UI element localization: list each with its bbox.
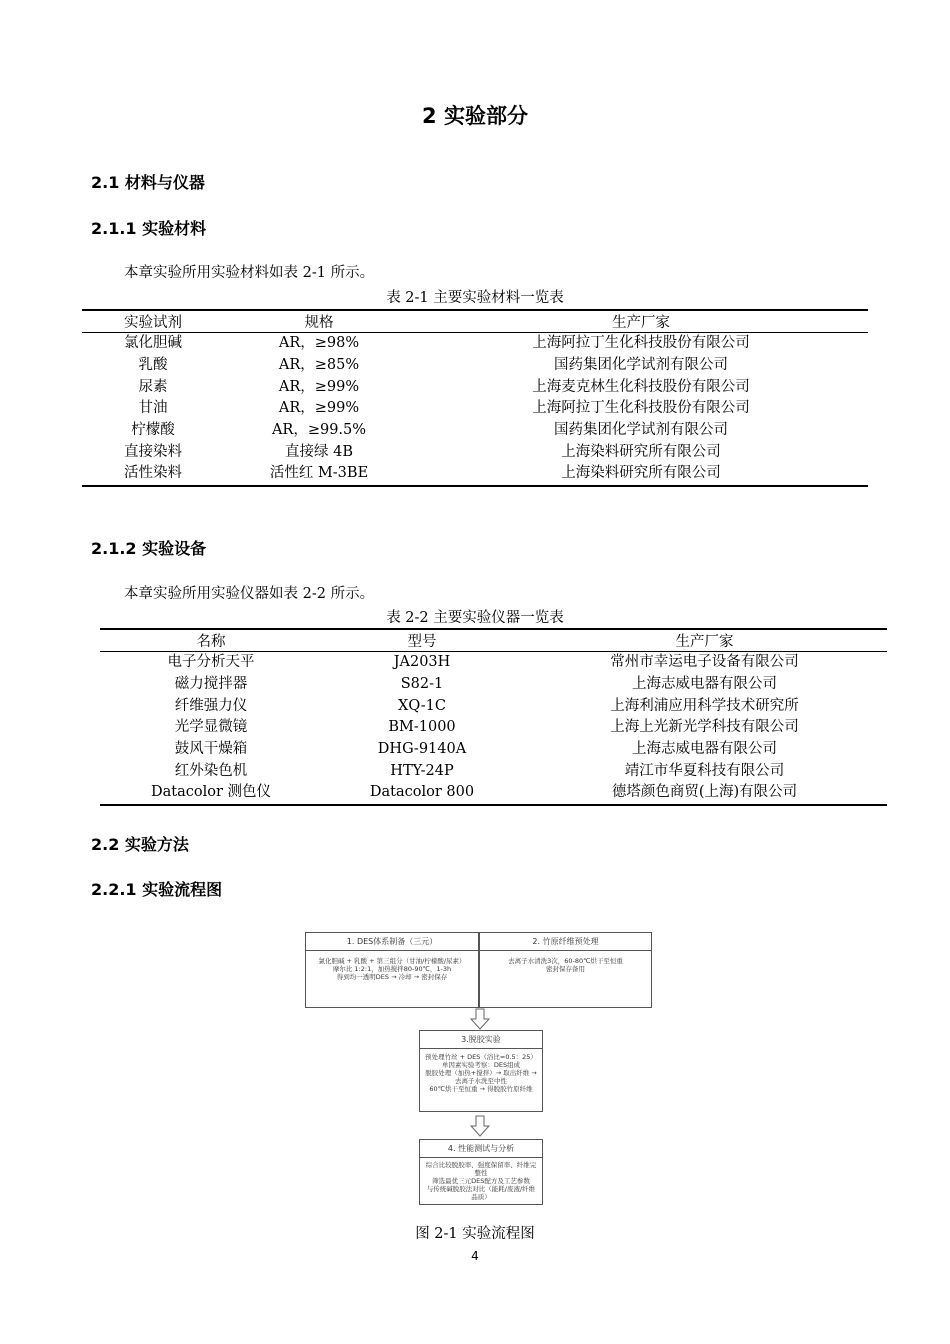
- table1-header-spec: 规格: [224, 310, 414, 333]
- table-cell: 电子分析天平: [167, 654, 255, 671]
- flow-box-degumming: [419, 1030, 543, 1112]
- flow-box-body: 综合比较脱胶率、强度保留率、纤维完整性 筛选最优三元DES配方及工艺参数 与传统碱脱胶法对比（能耗/废液/纤维品质）: [425, 1161, 537, 1201]
- table-cell: 国药集团化学试剂有限公司: [554, 422, 728, 439]
- figure-caption: 图 2-1 实验流程图: [415, 1226, 535, 1242]
- table-cell: 上海志威电器有限公司: [632, 741, 777, 758]
- table-cell: 鼓风干燥箱: [174, 741, 248, 758]
- table-cell: 活性红 M-3BE: [224, 463, 414, 486]
- table2-caption: 表 2-2 主要实验仪器一览表: [386, 610, 564, 626]
- table2-header-maker: 生产厂家: [522, 629, 887, 652]
- flow-box-title: 3.脱胶实验: [420, 1031, 542, 1049]
- equipment-intro-text: 本章实验所用实验仪器如表 2-2 所示。: [124, 586, 375, 602]
- table-cell: XQ-1C: [398, 697, 446, 714]
- flow-box-fiber-pretreat: [479, 932, 652, 1008]
- table-row: [82, 463, 868, 486]
- table-cell: 常州市幸运电子设备有限公司: [610, 654, 799, 671]
- table-cell: 纤维强力仪: [174, 697, 248, 714]
- section-heading-2-1-2: 2.1.2 实验设备: [91, 539, 207, 558]
- table-cell: BM-1000: [388, 719, 456, 736]
- table-row: [100, 674, 887, 696]
- table-cell: 氯化胆碱: [124, 335, 182, 352]
- table-row: [82, 333, 868, 355]
- table-cell: 尿素: [138, 378, 168, 395]
- table-cell: 上海麦克林生化科技股份有限公司: [532, 378, 750, 395]
- table-cell: 甘油: [138, 400, 168, 417]
- table-cell: AR，≥99%: [278, 400, 360, 417]
- flow-box-title: 4. 性能测试与分析: [420, 1140, 542, 1158]
- table-cell: 上海阿拉丁生化科技股份有限公司: [532, 400, 750, 417]
- flow-box-body: 氯化胆碱 + 乳酸 + 第三组分（甘油/柠檬酸/尿素） 摩尔比 1:2:1，加热搅拌80-90℃，1-3h 得到均一透明DES → 冷却 → 密封保存: [318, 957, 466, 981]
- table-cell: JA203H: [393, 654, 451, 671]
- table-cell: 活性染料: [82, 463, 224, 486]
- table-cell: 德塔颜色商贸(上海)有限公司: [522, 782, 887, 805]
- table-row: [100, 695, 887, 717]
- table-cell: 光学显微镜: [174, 719, 248, 736]
- table-cell: 上海染料研究所有限公司: [561, 443, 721, 460]
- down-arrow-icon: [470, 1008, 490, 1030]
- equipment-table: [100, 628, 887, 806]
- down-arrow-icon: [470, 1115, 490, 1137]
- table-cell: AR，≥99%: [278, 378, 360, 395]
- table-cell: Datacolor 测色仪: [100, 782, 322, 805]
- table2-header-name: 名称: [100, 629, 322, 652]
- table-row: [82, 355, 868, 377]
- table-cell: 上海利浦应用科学技术研究所: [610, 697, 799, 714]
- table-cell: 柠檬酸: [131, 422, 175, 439]
- table-row: [100, 652, 887, 674]
- flow-box-performance: [419, 1139, 543, 1205]
- section-heading-2-2-1: 2.2.1 实验流程图: [91, 880, 223, 899]
- table-row: [82, 398, 868, 420]
- table-cell: 乳酸: [138, 357, 168, 374]
- table-row: [82, 420, 868, 442]
- table-row: [82, 376, 868, 398]
- table-cell: AR，≥85%: [278, 357, 360, 374]
- table-row: [100, 739, 887, 761]
- table1-header-reagent: 实验试剂: [82, 310, 224, 333]
- flow-box-title: 2. 竹原纤维预处理: [480, 933, 651, 951]
- page-number: 4: [471, 1249, 479, 1263]
- table-cell: 靖江市华夏科技有限公司: [624, 762, 785, 779]
- table-row: [100, 717, 887, 739]
- table-cell: 磁力搅拌器: [174, 676, 248, 693]
- flow-box-des-prep: [305, 932, 479, 1008]
- chapter-title: 2 实验部分: [422, 104, 528, 128]
- flow-box-body: 去离子水清洗3次，60-80℃烘干至恒重 密封保存备用: [508, 957, 623, 973]
- table-cell: DHG-9140A: [377, 741, 467, 758]
- section-heading-2-1-1: 2.1.1 实验材料: [91, 219, 207, 238]
- table-cell: S82-1: [400, 676, 444, 693]
- table-cell: Datacolor 800: [322, 782, 522, 805]
- section-heading-2-1: 2.1 材料与仪器: [91, 173, 205, 192]
- table-row: [100, 782, 887, 805]
- table-cell: AR，≥99.5%: [271, 422, 367, 439]
- flow-box-title: 1. DES体系制备（三元）: [306, 933, 478, 951]
- table-cell: 上海染料研究所有限公司: [414, 463, 868, 486]
- table1-caption: 表 2-1 主要实验材料一览表: [386, 290, 564, 306]
- table2-header-model: 型号: [322, 629, 522, 652]
- table-cell: HTY-24P: [390, 762, 454, 779]
- table-cell: 上海志威电器有限公司: [632, 676, 777, 693]
- section-heading-2-2: 2.2 实验方法: [91, 835, 189, 854]
- materials-table: [82, 309, 868, 487]
- table-cell: 直接绿 4B: [285, 443, 353, 460]
- materials-intro-text: 本章实验所用实验材料如表 2-1 所示。: [124, 265, 375, 281]
- table-cell: AR，≥98%: [278, 335, 360, 352]
- table-cell: 上海上光新光学科技有限公司: [610, 719, 799, 736]
- table-cell: 红外染色机: [174, 762, 248, 779]
- table1-header-maker: 生产厂家: [414, 310, 868, 333]
- table-cell: 国药集团化学试剂有限公司: [554, 357, 728, 374]
- table-cell: 直接染料: [124, 443, 182, 460]
- table-row: [100, 760, 887, 782]
- flow-box-body: 预处理竹丝 + DES（浴比=0.5：25） 单因素实验考察：DES组成 脱胶处理（加热+搅拌）→ 取出纤维 → 去离子水洗至中性 60℃烘干至恒重 → 得脱胶竹原纤维: [425, 1053, 537, 1093]
- table-row: [82, 441, 868, 463]
- table-cell: 上海阿拉丁生化科技股份有限公司: [532, 335, 750, 352]
